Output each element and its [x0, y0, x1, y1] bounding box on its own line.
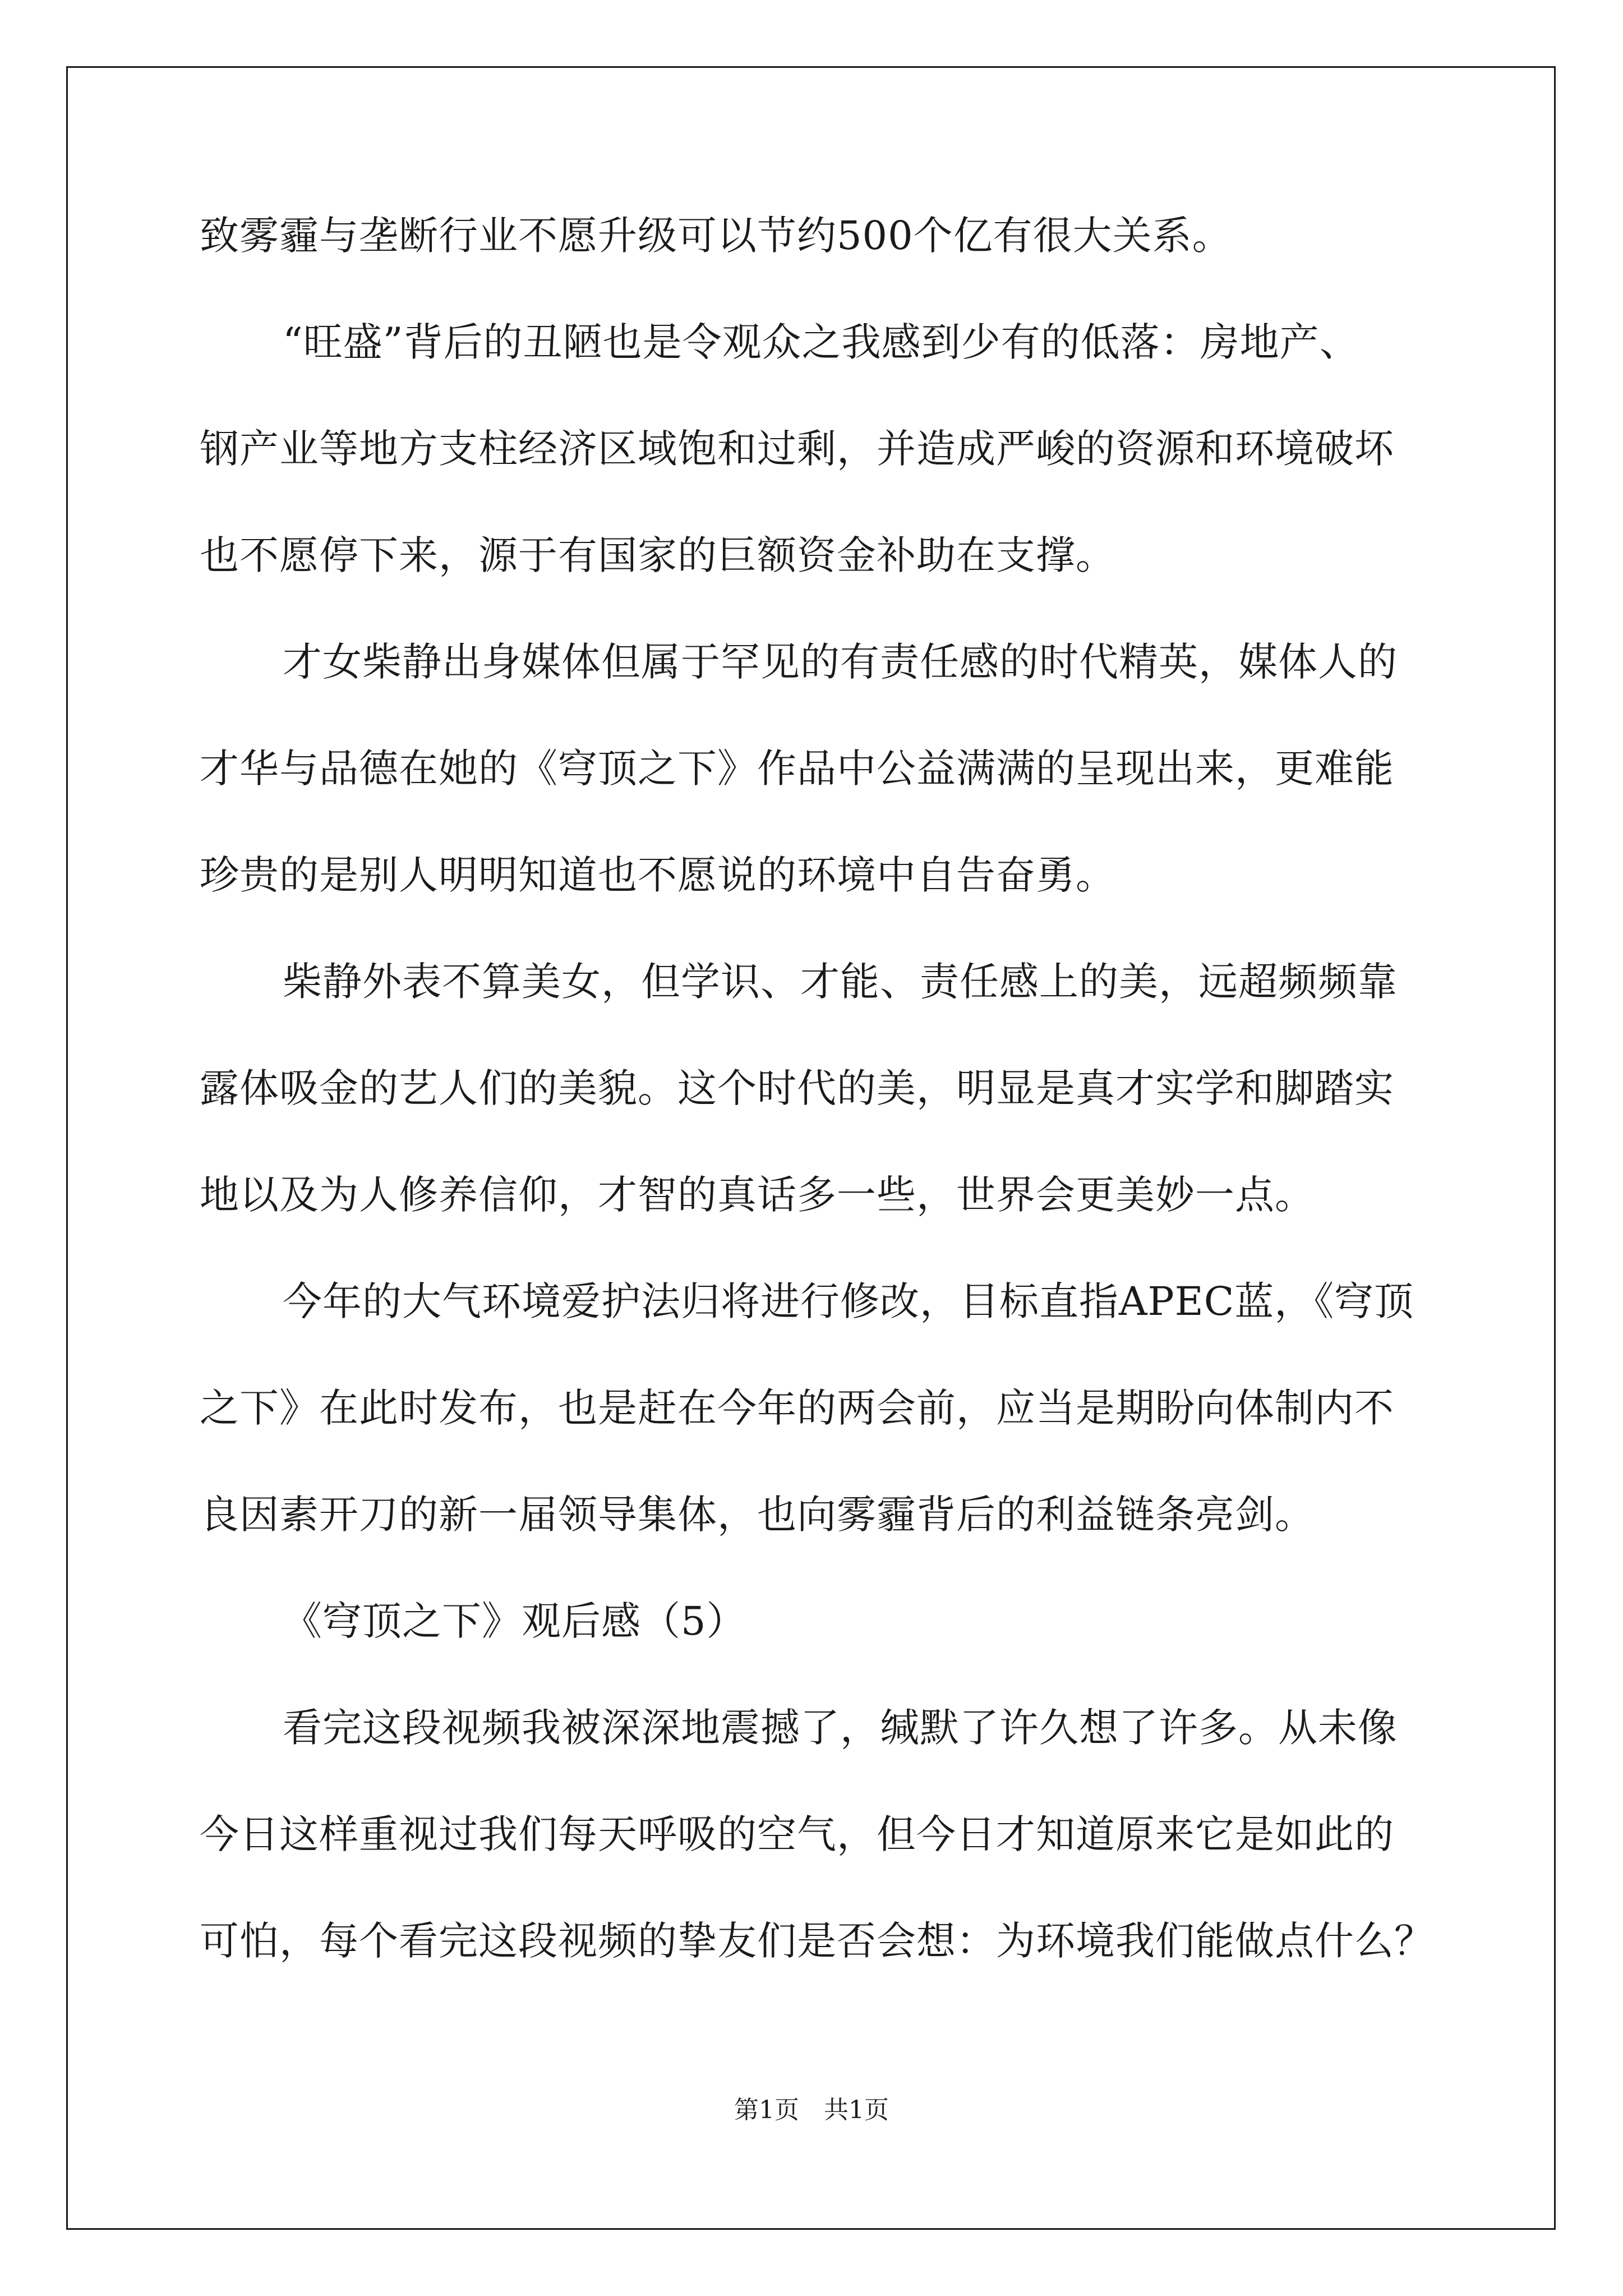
text-line-15: 看完这段视频我被深深地震撼了，缄默了许久想了许多。从未像: [283, 1705, 1398, 1751]
text-line-17: 可怕，每个看完这段视频的挚友们是否会想：为环境我们能做点什么？: [200, 1918, 1434, 1964]
text-line-6: 才华与品德在她的《穹顶之下》作品中公益满满的呈现出来，更难能: [200, 746, 1394, 792]
section-heading: 《穹顶之下》观后感（5）: [283, 1598, 746, 1644]
text-line-11: 今年的大气环境爱护法归将进行修改，目标直指APEC蓝，《穹顶: [283, 1278, 1414, 1324]
text-line-9: 露体吸金的艺人们的美貌。这个时代的美，明显是真才实学和脚踏实: [200, 1065, 1394, 1111]
text-line-10: 地以及为人修养信仰，才智的真话多一些，世界会更美妙一点。: [200, 1172, 1315, 1218]
text-line-7: 珍贵的是别人明明知道也不愿说的环境中自告奋勇。: [200, 852, 1115, 898]
text-line-2: “旺盛”背后的丑陋也是令观众之我感到少有的低落：房地产、: [283, 319, 1359, 365]
page-frame: [66, 66, 1556, 2230]
text-line-16: 今日这样重视过我们每天呼吸的空气，但今日才知道原来它是如此的: [200, 1811, 1394, 1857]
text-line-1: 致雾霾与垄断行业不愿升级可以节约500个亿有很大关系。: [200, 213, 1232, 259]
text-line-12: 之下》在此时发布，也是赶在今年的两会前，应当是期盼向体制内不: [200, 1385, 1394, 1431]
text-line-4: 也不愿停下来，源于有国家的巨额资金补助在支撑。: [200, 532, 1115, 578]
text-line-13: 良因素开刀的新一届领导集体，也向雾霾背后的利益链条亮剑。: [200, 1492, 1315, 1538]
text-line-5: 才女柴静出身媒体但属于罕见的有责任感的时代精英，媒体人的: [283, 639, 1398, 685]
text-line-3: 钢产业等地方支柱经济区域饱和过剩，并造成严峻的资源和环境破坏: [200, 426, 1394, 472]
page-number-footer: 第1页 共1页: [734, 2096, 889, 2124]
text-line-8: 柴静外表不算美女，但学识、才能、责任感上的美，远超频频靠: [283, 959, 1398, 1005]
